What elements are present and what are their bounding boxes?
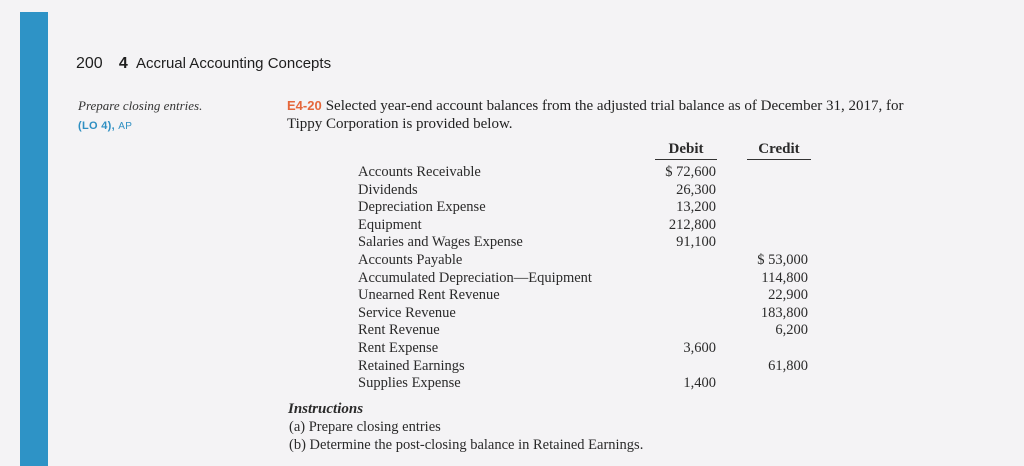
table-row <box>358 199 818 217</box>
table-row <box>358 305 818 323</box>
account-name: Retained Earnings <box>358 357 465 374</box>
page-header <box>76 55 331 73</box>
learning-objective-tag <box>78 120 132 132</box>
chapter-title: Accrual Accounting Concepts <box>135 55 332 72</box>
debit-amount: 1,400 <box>683 375 716 392</box>
account-name: Depreciation Expense <box>358 199 486 216</box>
credit-amount: 183,800 <box>760 304 808 321</box>
account-name: Equipment <box>358 216 422 233</box>
page-number: 200 <box>76 55 103 72</box>
credit-amount: 22,900 <box>768 287 808 304</box>
instructions-heading: Instructions <box>288 401 364 417</box>
learning-objective-level: AP <box>118 121 133 132</box>
margin-objective-label: Prepare closing entries. <box>78 98 203 113</box>
debit-amount: 3,600 <box>683 339 716 356</box>
trial-balance-table <box>358 164 818 393</box>
account-name: Dividends <box>358 181 418 198</box>
instruction-item: (b) Determine the post-closing balance in Retained Earnings. <box>289 436 644 453</box>
credit-column-header: Credit <box>747 141 811 160</box>
credit-amount: $ 53,000 <box>757 251 808 268</box>
credit-amount: 61,800 <box>768 357 808 374</box>
exercise-text: Selected year-end account balances from the adjusted trial balance as of December 31, 2017, for Tippy Corporation is provided below. <box>287 98 904 132</box>
table-row <box>358 252 818 270</box>
exercise-number: E4-20 <box>287 98 322 113</box>
credit-amount: 6,200 <box>775 322 808 339</box>
debit-amount: 212,800 <box>668 216 716 233</box>
account-name: Service Revenue <box>358 304 456 321</box>
table-row <box>358 270 818 288</box>
exercise-intro <box>287 97 907 133</box>
instructions-list <box>289 419 643 454</box>
table-row <box>358 287 818 305</box>
debit-amount: 26,300 <box>676 181 716 198</box>
table-row <box>358 164 818 182</box>
account-name: Salaries and Wages Expense <box>358 234 523 251</box>
debit-amount: 13,200 <box>676 199 716 216</box>
table-row <box>358 217 818 235</box>
table-row <box>358 375 818 393</box>
account-name: Supplies Expense <box>358 375 461 392</box>
debit-column-header: Debit <box>655 141 717 160</box>
account-name: Accounts Payable <box>358 251 463 268</box>
debit-amount: $ 72,600 <box>665 164 716 180</box>
debit-amount: 91,100 <box>676 234 716 251</box>
table-row <box>358 358 818 376</box>
learning-objective-number: (LO 4), <box>78 120 115 132</box>
account-name: Accounts Receivable <box>358 164 481 180</box>
account-name: Rent Expense <box>358 339 439 356</box>
table-row <box>358 182 818 200</box>
page-edge-color-bar <box>20 12 48 466</box>
instruction-item: (a) Prepare closing entries <box>289 419 441 435</box>
account-name: Rent Revenue <box>358 322 440 339</box>
table-row <box>358 340 818 358</box>
chapter-number: 4 <box>118 55 128 72</box>
account-name: Accumulated Depreciation—Equipment <box>358 269 592 286</box>
account-name: Unearned Rent Revenue <box>358 287 500 304</box>
credit-amount: 114,800 <box>761 269 808 286</box>
table-row <box>358 234 818 252</box>
table-row <box>358 322 818 340</box>
